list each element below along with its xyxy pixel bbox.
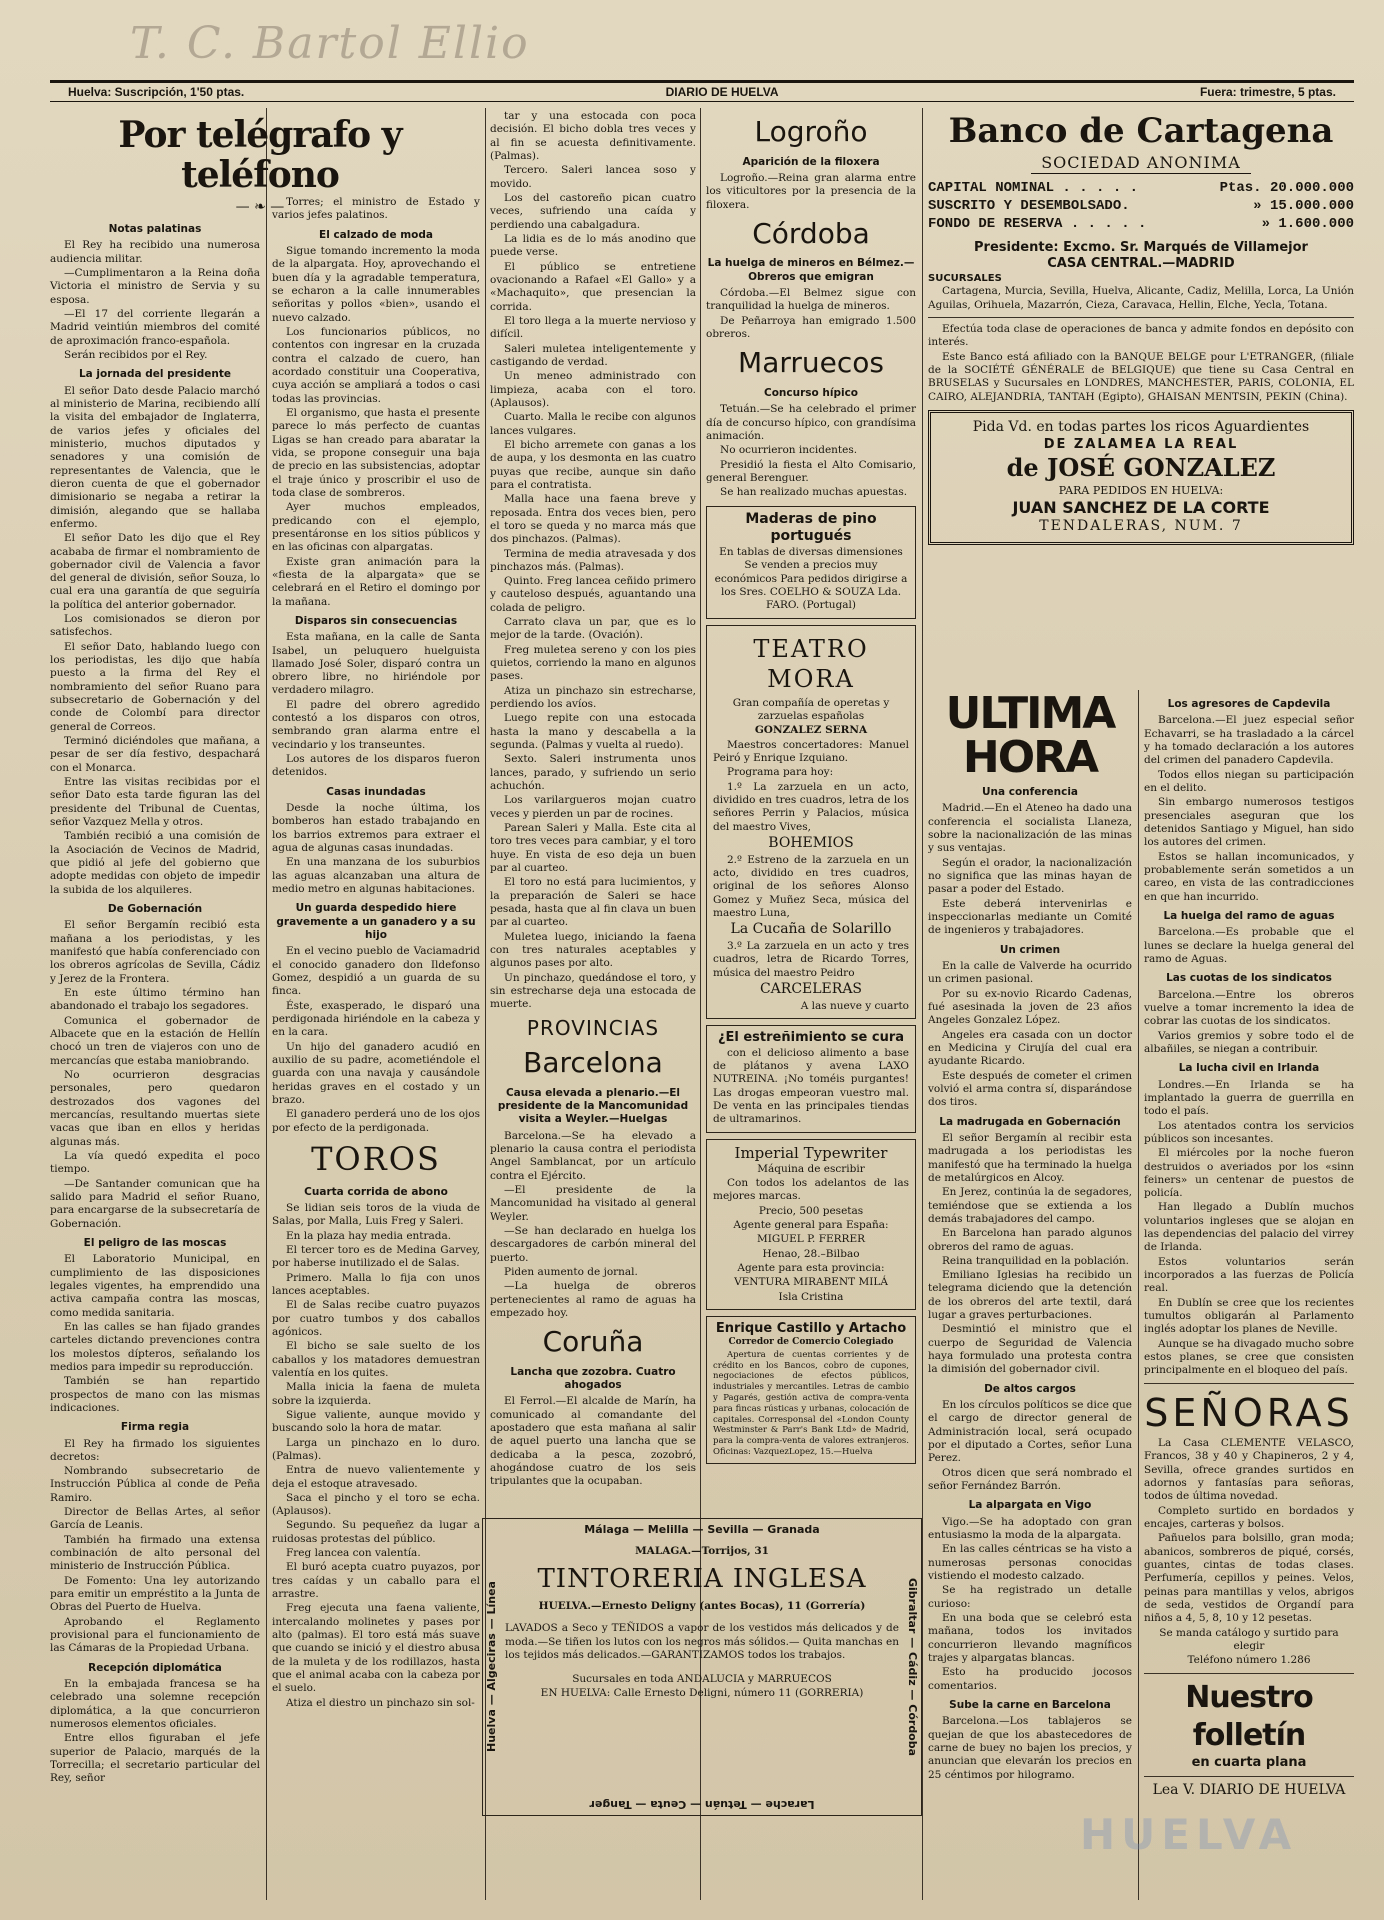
paragraph: Sexto. Saleri instrumenta unos lances, parado, y sufriendo un serio achuchón. xyxy=(490,753,696,793)
handwritten-stamp: T. C. Bartol Ellio xyxy=(130,18,530,69)
paragraph: Torres; el ministro de Estado y varios jefes palatinos. xyxy=(272,196,480,222)
divider xyxy=(928,317,1354,318)
headline: Aparición de la filoxera xyxy=(742,155,880,168)
paragraph: Barcelona.—Los tablajeros se quejan de que los abastecedores de carne de buey no bajen los precios, y anuncian que elevarán los precios en 25 céntimos por hilogramo. xyxy=(928,1715,1132,1781)
paragraph: Los autores de los disparos fueron detenidos. xyxy=(272,753,480,779)
masthead-external-price: Fuera: trimestre, 5 ptas. xyxy=(1199,85,1336,99)
ornament-divider: — ❧ — xyxy=(235,199,285,216)
paragraph: Un meneo administrado con limpieza, acaba con el toro. (Aplausos). xyxy=(490,370,696,409)
capital-value: Ptas. 20.000.000 xyxy=(1219,180,1354,197)
capital-row xyxy=(928,180,1354,198)
column-rule xyxy=(1138,690,1139,1900)
city-title-logrono: Logroño xyxy=(754,115,868,148)
paragraph: El Ferrol.—El alcalde de Marín, ha comunicado al comandante del apostadero que esta mañana al salir de aquel puerto una lancha que se dedicaba a la pesca, zozobró, ahogándose cuatro de los seis tripulantes que la ocupaban. xyxy=(490,1395,696,1488)
paragraph: Córdoba.—El Belmez sigue con tranquilidad la huelga de mineros. xyxy=(706,287,916,313)
column-3 xyxy=(490,110,696,1525)
paragraph: De Peñarroya han emigrado 1.500 obreros. xyxy=(706,314,916,341)
column-rule xyxy=(266,108,267,1900)
paragraph: Por su ex-novio Ricardo Cadenas, fué asesinada la joven de 23 años Angeles Gonzalez López. xyxy=(928,987,1132,1027)
paragraph: En una manzana de los suburbios las aguas alcanzaban una altura de medio metro en algunas habitaciones. xyxy=(272,856,480,896)
ad-body: CARCELERAS xyxy=(759,981,863,998)
headline: Sube la carne en Barcelona xyxy=(949,1699,1111,1711)
paragraph: —El 17 del corriente llegarán a Madrid veintiún miembros del comité de aproximación franco-española. xyxy=(50,307,260,347)
paragraph: Barcelona.—Es probable que el lunes se declare la huelga general del ramo de Aguas. xyxy=(1144,926,1354,965)
headline: Una conferencia xyxy=(981,786,1079,798)
capital-row xyxy=(928,216,1354,234)
headline: Recepción diplomática xyxy=(88,1661,222,1674)
paragraph: Los varilargueros mojan cuatro veces y pierden un par de rocines. xyxy=(490,794,696,820)
ad-aguardientes xyxy=(928,410,1354,545)
paragraph: Nombrando subsecretario de Instrucción Pública al conde de Peña Ramiro. xyxy=(50,1465,260,1504)
divider xyxy=(1144,1776,1354,1777)
paragraph: Este Banco está afiliado con la BANQUE BELGE pour L'ETRANGER, (filiale de la SOCIÉTÉ GÉNÉRALE de BELGIQUE) que tiene su Casa Central en BRUSELAS y Sucursales en LONDRES, MANCHESTER, PARIS, COLONIA, EL CAIRO, ALEJANDRIA, TANTAH (Egipto), GHAISAN MENTSIN, PEKIN (China). xyxy=(928,350,1354,403)
paragraph: El Rey ha recibido una numerosa audiencia militar. xyxy=(50,239,260,265)
headline: De altos cargos xyxy=(984,1382,1076,1395)
paragraph: De Fomento: Una ley autorizando para emitir un empréstito a la Junta de Obras del Puerto de Huelva. xyxy=(50,1574,260,1614)
paragraph: Existe gran animación para la «fiesta de la alpargata» que se celebrará en el Retiro el domingo por la mañana. xyxy=(272,555,480,608)
ad-teatro-mora xyxy=(706,625,916,1019)
paragraph: Sin embargo numerosos testigos presenciales aseguran que los detenidos Santiago y Miguel, han sido los autores del crimen. xyxy=(1144,796,1354,849)
ad-branches-bottom: Larache — Tetuán — Ceuta — Tanger xyxy=(589,1798,815,1811)
ad-subtitle: Corredor de Comercio Colegiado xyxy=(728,1337,894,1348)
paragraph: El padre del obrero agredido contestó a los disparos con otros, sembrando gran alarma entre el vecindario y los transeuntes. xyxy=(272,698,480,751)
ad-body: Agente general para España: xyxy=(733,1219,889,1232)
ad-body xyxy=(505,1541,899,1793)
paragraph: Quinto. Freg lancea ceñido primero y cauteloso después, aguantando una colada de peligro. xyxy=(490,575,696,614)
paragraph: tar y una estocada con poca decisión. El bicho dobla tres veces y al fin se acuesta definitivamente. (Palmas). xyxy=(490,110,696,162)
capital-label: SUSCRITO Y DESEMBOLSADO. xyxy=(928,198,1130,215)
paragraph: Emiliano Iglesias ha recibido un telegrama diciendo que la detención de los obreros del arte textil, dará lugar a graves perturbaciones. xyxy=(928,1269,1132,1322)
ad-body: Máquina de escribir xyxy=(757,1162,865,1175)
paragraph: El buró acepta cuatro puyazos, por tres caídas y un caballo para el arrastre. xyxy=(272,1561,480,1601)
paragraph: En una boda que se celebró esta mañana, todos los invitados concurrieron llevando magníficos trajes y alpargatas blancas. xyxy=(928,1612,1132,1665)
ad-branches-right: Gibraltar — Cádiz — Córdoba xyxy=(906,1577,919,1757)
paragraph: En los círculos políticos se dice que el cargo de director general de Administración local, será ocupado por el diputado a Cortes, señor Luna Perez. xyxy=(928,1399,1132,1465)
ad-laxo-nutreina xyxy=(706,1025,916,1132)
ad-branches: Sucursales en toda ANDALUCIA y MARRUECOS xyxy=(572,1673,832,1685)
ad-body: Gran compañía de operetas y zarzuelas españolas xyxy=(732,696,890,722)
ad-body: Teléfono número 1.286 xyxy=(1187,1654,1311,1667)
paragraph: Se lidian seis toros de la viuda de Salas, por Malla, Luis Freg y Saleri. xyxy=(272,1201,480,1228)
ad-title: de JOSÉ GONZALEZ xyxy=(1006,453,1276,483)
paragraph: Varios gremios y sobre todo el de albañiles, se niegan a contribuir. xyxy=(1144,1029,1354,1055)
paragraph: En este último término han abandonado el trabajo los segadores. xyxy=(50,987,260,1013)
ad-description: LAVADOS a Seco y TEÑIDOS a vapor de los vestidos más delicados y de moda.—Se tiñen los lutos con los negros más sólidos.— Quita manchas en los tejidos más delicados.—GARANTIZAMOS todos los trabajos. xyxy=(505,1622,899,1662)
paragraph: El ganadero perderá uno de los ojos por efecto de la perdigonada. xyxy=(272,1108,480,1134)
paragraph: Desde la noche última, los bomberos han estado trabajando en los barrios extremos para extraer el agua de algunas casas inundadas. xyxy=(272,802,480,855)
paragraph: Logroño.—Reina gran alarma entre los viticultores por la presencia de la filoxera. xyxy=(706,171,916,211)
ad-title: TEATRO MORA xyxy=(753,634,869,694)
paragraph: Malla hace una faena breve y reposada. Entra dos veces bien, pero el toro se queda y no marca más que dos pinchazos. (Palmas). xyxy=(490,493,696,546)
ad-line: JUAN SANCHEZ DE LA CORTE xyxy=(1012,497,1270,517)
headline: La lucha civil en Irlanda xyxy=(1178,1062,1320,1075)
section-title-provincias: PROVINCIAS xyxy=(526,1015,660,1040)
paragraph: Reina tranquilidad en la población. xyxy=(942,1254,1130,1267)
paragraph: También ha firmado una extensa combinación de alto personal del ministerio de Instrucción Pública. xyxy=(50,1533,260,1573)
ad-banco-subtitle: SOCIEDAD ANONIMA xyxy=(1031,153,1251,174)
paragraph: Este después de cometer el crimen volvió el arma contra sí, disparándose dos tiros. xyxy=(928,1069,1132,1109)
paragraph: Esto ha producido jocosos comentarios. xyxy=(928,1666,1132,1692)
ad-body: GONZALEZ SERNA xyxy=(754,724,868,737)
folletin-title: Nuestro folletín xyxy=(1185,1679,1313,1753)
paragraph: Otros dicen que será nombrado el señor Fernández Barrón. xyxy=(928,1466,1132,1493)
ad-title: TINTORERIA INGLESA xyxy=(537,1563,867,1594)
ad-tintoreria-inglesa xyxy=(482,1518,922,1816)
paragraph: El miércoles por la noche fueron destruidos o averiados por los «sinn feiners» un centenar de puestos de policía. xyxy=(1144,1147,1354,1200)
paragraph: Éste, exasperado, le disparó una perdigonada hiriéndole en la cabeza y en la cara. xyxy=(272,999,480,1039)
ad-body: Se manda catálogo y surtido para elegir xyxy=(1159,1626,1339,1652)
paragraph: Los del castoreño pican cuatro veces, sufriendo una caída y perdiendo una cabalgadura. xyxy=(490,191,696,231)
paragraph: Presidió la fiesta el Alto Comisario, general Berenguer. xyxy=(706,458,916,484)
paragraph: Termina de media atravesada y dos pinchazos más. (Palmas). xyxy=(490,547,696,573)
section-title-toros: TOROS xyxy=(311,1139,441,1178)
headline: La huelga del ramo de aguas xyxy=(1163,909,1335,922)
ad-address: MALAGA.—Torrijos, 31 xyxy=(635,1545,769,1557)
paragraph: Piden aumento de jornal. xyxy=(504,1265,638,1278)
headline: Los agresores de Capdevila xyxy=(1167,698,1331,710)
paragraph: Luego repite con una estocada hasta la mano y descabella a la segunda. (Palmas y vuelta al ruedo). xyxy=(490,712,696,752)
capital-value: » 15.000.000 xyxy=(1253,198,1354,215)
city-title-barcelona: Barcelona xyxy=(523,1046,663,1080)
paragraph: Se han realizado muchas apuestas. xyxy=(720,486,908,499)
ad-title: Imperial Typewriter xyxy=(734,1143,888,1162)
paragraph: El señor Bergamín al recibir esta madrugada a los periodistas les manifestó que ha terminado la huelga de metalúrgicos en Alcoy. xyxy=(928,1131,1132,1184)
ad-line: Pida Vd. en todas partes los ricos Aguardientes xyxy=(972,419,1310,436)
paragraph: Malla inicia la faena de muleta sobre la izquierda. xyxy=(272,1381,480,1407)
paragraph: Freg ejecuta una faena valiente, intercalando molinetes y pases por alto (palmas). El toro está más suave que cuando se inició y el diestro abusa de la muleta y de los rodillazos, hasta que el animal acaba con la cabeza por el suelo. xyxy=(272,1602,480,1695)
ad-maderas xyxy=(706,506,916,619)
ad-body: Precio, 500 pesetas xyxy=(758,1204,864,1217)
ad-title: Maderas de pino portugués xyxy=(745,510,877,545)
ad-body: 2.º Estreno de la zarzuela en un acto, dividido en tres cuadros, original de los señores Alonso Gomez y Muñez Seca, música del maestro Luna, xyxy=(713,853,909,920)
paragraph: Los funcionarios públicos, no contentos con ingresar en la cruzada contra el calzado de cuero, han acordado constituir una Cooperativa, cuya acción se ampliará a todos o casi todas las provincias. xyxy=(272,325,480,405)
paragraph: Todos ellos niegan su participación en el delito. xyxy=(1144,768,1354,794)
paragraph: En la embajada francesa se ha celebrado una solemne recepción diplomática, a la que concurrieron numerosos elementos oficiales. xyxy=(50,1678,260,1731)
paragraph: Saleri muletea inteligentemente y castigando de verdad. xyxy=(490,342,696,368)
masthead-title: DIARIO DE HUELVA xyxy=(665,85,779,99)
paragraph: Barcelona.—Entre los obreros vuelve a tomar incremento la idea de cobrar las cuotas de los sindicatos. xyxy=(1144,988,1354,1028)
ad-body: Pañuelos para bolsillo, gran moda; abanicos, sombreros de piqué, corsés, guantes, cintas de todas clases. Perfumería, cepillos y peines. Velos, peinas para mantillas y velos, abrigos de seda, vestidos de Organdí para niños a 4, 5, 8, 10 y 12 pesetas. xyxy=(1144,1532,1354,1625)
city-title-marruecos: Marruecos xyxy=(738,346,884,380)
masthead-subscription: Huelva: Suscripción, 1'50 ptas. xyxy=(68,85,245,99)
paragraph: Londres.—En Irlanda se ha implantado la guerra de guerrilla en todo el país. xyxy=(1144,1078,1354,1118)
ad-body: con el delicioso alimento a base de plátanos y avena LAXO NUTREINA. ¡No toméis purgantes! Las drogas empeoran vuestro mal. De venta en las principales tiendas de ultramarinos. xyxy=(713,1046,909,1126)
paragraph: En Dublín se cree que los recientes tumultos obligarán al Parlamento inglés adoptar los planes de Neville. xyxy=(1144,1296,1354,1336)
paragraph: Parean Saleri y Malla. Este cita al toro tres veces para cambiar, y el toro huye. En vista de eso deja un buen par al cuarteo. xyxy=(490,822,696,875)
folletin-subtitle: en cuarta plana xyxy=(1191,1754,1307,1770)
headline: De Gobernación xyxy=(107,903,203,916)
paragraph: En las calles céntricas se ha visto a numerosas personas conocidas vistiendo el modesto calzado. xyxy=(928,1543,1132,1583)
paragraph: Madrid.—En el Ateneo ha dado una conferencia el socialista Llaneza, sobre la nacionalización de las minas y sus ventajas. xyxy=(928,802,1132,855)
section-title: Por telégrafo y teléfono xyxy=(118,114,402,196)
paragraph: Se ha registrado un detalle curioso: xyxy=(928,1584,1132,1610)
paragraph: Freg lancea con valentía. xyxy=(286,1547,421,1560)
paragraph: También recibió a una comisión de la Asociación de Vecinos de Madrid, que pidió al jefe del gobierno que adopte medidas con objeto de impedir la subida de los alquileres. xyxy=(50,830,260,896)
paragraph: Vigo.—Se ha adoptado con gran entusiasmo la moda de la alpargata. xyxy=(928,1515,1132,1542)
paragraph: Segundo. Su pequeñez da lugar a ruidosas protestas del público. xyxy=(272,1519,480,1545)
ad-body: Apertura de cuentas corrientes y de crédito en los Bancos, cobro de cupones, negociaciones de efectos públicos, industriales y mercantiles. Letras de cambio y Pagarés, gestión activa de compra-venta para fincas rústicas y urbanas, colocación de capitales. Corresponsal del «London County Westminster & Parr's Bank Ltd» de Madrid, para la compra-venta de valores extranjeros. Oficinas: VazquezLopez, 15.—Huelva xyxy=(713,1349,909,1457)
archive-watermark: HUELVA xyxy=(1080,1810,1298,1859)
section-title-ultima-hora: ULTIMA HORA xyxy=(945,688,1115,783)
bank-headquarters: CASA CENTRAL.—MADRID xyxy=(1047,256,1235,272)
divider xyxy=(1144,1383,1354,1384)
headline: Cuarta corrida de abono xyxy=(304,1185,448,1198)
paragraph: Según el orador, la nacionalización no significa que las minas hayan de pasar a poder del Estado. xyxy=(928,856,1132,896)
paragraph: El señor Dato desde Palacio marchó al ministerio de Marina, recibiendo allí la visita del embajador de Inglaterra, de varios jefes y oficiales del ministerio, muchos diputados y senadores y una comisión de representantes de Valencia, que le dieron cuenta de que el gobernador dimisionario se negaba a retirar la dimisión, alegando que se hallaba enfermo. xyxy=(50,384,260,530)
paragraph: Aunque se ha divagado mucho sobre estos planes, se cree que consisten principalmente en el bloqueo del país. xyxy=(1144,1337,1354,1377)
paragraph: El público se entretiene ovacionando a Rafael «El Gallo» y a «Machaquito», que presencian la corrida. xyxy=(490,260,696,313)
paragraph: Han llegado a Dublín muchos voluntarios ingleses que se alojan en las dependencias del palacio del virrey de Irlanda. xyxy=(1144,1201,1354,1254)
paragraph: En la plaza hay media entrada. xyxy=(286,1229,452,1242)
paragraph: Ayer muchos empleados, predicando con el ejemplo, presentáronse en los sitios públicos y en las oficinas con alpargatas. xyxy=(272,501,480,554)
headline: Casas inundadas xyxy=(326,785,426,798)
headline: Notas palatinas xyxy=(108,222,202,235)
paragraph: Comunica el gobernador de Albacete que en la estación de Hellín chocó un tren de viajeros con uno de mercancías que estaba maniobrando. xyxy=(50,1014,260,1067)
ad-line: PARA PEDIDOS EN HUELVA: xyxy=(1058,483,1224,497)
ad-castillo-artacho xyxy=(706,1316,916,1464)
ad-line: TENDALERAS, NUM. 7 xyxy=(1039,518,1243,535)
paragraph: Aprobando el Reglamento provisional para el funcionamiento de las Cámaras de la Propiedad Urbana. xyxy=(50,1615,260,1655)
paragraph: También se han repartido prospectos de mano con las mismas indicaciones. xyxy=(50,1375,260,1414)
bank-branches-heading: SUCURSALES xyxy=(928,272,1002,284)
paragraph: Efectúa toda clase de operaciones de banca y admite fondos en depósito con interés. xyxy=(928,323,1354,349)
paragraph: Freg muletea sereno y con los pies quietos, corriendo la mano en algunos pases. xyxy=(490,643,696,683)
paragraph: Los atentados contra los servicios públicos son incesantes. xyxy=(1144,1119,1354,1145)
ad-body: La Casa CLEMENTE VELASCO, Francos, 38 y 40 y Chapineros, 2 y 4, Sevilla, ofrece grandes surtidos en adornos y fantasías para señoras, todos de última novedad. xyxy=(1144,1437,1354,1503)
capital-label: FONDO DE RESERVA . . . . . xyxy=(928,216,1147,233)
paragraph: El bicho se sale suelto de los caballos y los matadores demuestran valentía en los quites. xyxy=(272,1340,480,1379)
bank-president: Presidente: Excmo. Sr. Marqués de Villamejor xyxy=(974,239,1308,255)
ad-title: ¿El estreñimiento se cura xyxy=(717,1030,905,1046)
paragraph: Tetuán.—Se ha celebrado el primer día de concurso hípico, con grandísima animación. xyxy=(706,403,916,442)
paragraph: —Se han declarado en huelga los descargadores de carbón mineral del puerto. xyxy=(490,1224,696,1264)
ad-banco-title: Banco de Cartagena xyxy=(948,111,1334,151)
footer-slogan: Lea V. DIARIO DE HUELVA xyxy=(1152,1782,1346,1799)
ad-body: Maestros concertadores: Manuel Peiró y Enrique Izquiano. xyxy=(713,738,909,764)
paragraph: Este deberá intervenirlas e inspeccionarlas mediante un Comité de ingenieros y trabajadores. xyxy=(928,897,1132,937)
ad-senoras-title: SEÑORAS xyxy=(1144,1390,1354,1435)
column-2 xyxy=(272,196,480,1900)
paragraph: Cuarto. Malla le recibe con algunos lances vulgares. xyxy=(490,411,696,437)
paragraph: El señor Dato les dijo que el Rey acababa de firmar el nombramiento de gobernador civil de Valencia a favor del general de división, señor Souza, lo cual era una garantía de que seguiría la política del anterior gobernador. xyxy=(50,532,260,611)
paragraph: No ocurrieron desgracias personales, pero quedaron destrozados dos vagones del mercancías, resultando muertas siete vacas que iban en ellos y heridas algunas más. xyxy=(50,1068,260,1148)
ad-body: Con todos los adelantos de las mejores marcas. xyxy=(713,1177,909,1203)
paragraph: Carrato clava un par, que es lo mejor de la tarde. (Ovación). xyxy=(490,616,696,642)
paragraph: Terminó diciéndoles que mañana, a pesar de ser día festivo, despachará con el Monarca. xyxy=(50,735,260,774)
paragraph: En el vecino pueblo de Vaciamadrid el conocido ganadero don Ildefonso Gomez, despidió a un guarda de su finca. xyxy=(272,945,480,998)
city-title-coruna: Coruña xyxy=(542,1325,644,1359)
paragraph: Estos voluntarios serán incorporados a las fuerzas de Policía real. xyxy=(1144,1255,1354,1295)
paragraph: Sigue valiente, aunque movido y buscando solo la hora de matar. xyxy=(272,1408,480,1435)
ad-line: DE ZALAMEA LA REAL xyxy=(1043,436,1239,452)
bank-branches: Cartagena, Murcia, Sevilla, Huelva, Alicante, Cadiz, Melilla, Lorca, La Unión Aguilas, Orihuela, Mazarrón, Cieza, Caravaca, Hellin, Elche, Yecla, Totana. xyxy=(928,285,1354,311)
masthead xyxy=(50,80,1354,102)
paragraph: Entra de nuevo valientemente y deja el estoque atravesado. xyxy=(272,1464,480,1490)
headline: La huelga de mineros en Bélmez.—Obreros que emigran xyxy=(707,257,915,283)
divider xyxy=(1144,1673,1354,1674)
headline: Las cuotas de los sindicatos xyxy=(1166,972,1332,985)
ad-body: VENTURA MIRABENT MILÁ xyxy=(734,1276,888,1289)
paragraph: Primero. Malla lo fija con unos lances aceptables. xyxy=(272,1271,480,1297)
paragraph: Un pinchazo, quedándose el toro, y sin estrecharse deja una estocada de muerte. xyxy=(490,971,696,1011)
city-title-cordoba: Córdoba xyxy=(752,216,870,250)
ad-body: BOHEMIOS xyxy=(768,834,854,851)
paragraph: El de Salas recibe cuatro puyazos por cuatro tumbos y dos caballos agónicos. xyxy=(272,1299,480,1338)
headline: El peligro de las moscas xyxy=(83,1236,227,1249)
paragraph: El señor Bergamín recibió esta mañana a los periodistas, y les manifestó que había conferenciado con los obreros agrícolas de Sevilla, Cádiz y Jerez de la Frontera. xyxy=(50,919,260,985)
headline: La jornada del presidente xyxy=(78,368,232,381)
paragraph: Atiza el diestro un pinchazo sin sol- xyxy=(286,1696,475,1709)
paragraph: El organismo, que hasta el presente parece lo más perfecto de cuantas Ligas se han creado para abaratar la vida, se propone conseguir una baja de precio en las subsistencias, adoptar el traje único y proscribir el uso de toda clase de sombreros. xyxy=(272,406,480,499)
column-6 xyxy=(1144,692,1354,1900)
ad-body: MIGUEL P. FERRER xyxy=(756,1233,866,1246)
ad-branches-top: Málaga — Melilla — Sevilla — Granada xyxy=(584,1523,820,1536)
paragraph: Angeles era casada con un doctor en Medicina y Cirujía del cual era ayudante Ricardo. xyxy=(928,1028,1132,1068)
paragraph: —El presidente de la Mancomunidad ha visitado al general Weyler. xyxy=(490,1183,696,1223)
ad-body: 1.º La zarzuela en un acto, dividido en tres cuadros, letra de los señores Perrin y Palacios, música del maestro Vives, xyxy=(713,780,909,833)
paragraph: Barcelona.—El juez especial señor Echavarri, se ha trasladado a la cárcel y ha tomado declaración a los autores del crimen del panadero Capdevila. xyxy=(1144,714,1354,767)
ad-body: Agente para esta provincia: xyxy=(737,1262,885,1274)
ad-address: HUELVA.—Ernesto Deligny (antes Bocas), 11 (Gorrería) xyxy=(538,1600,866,1613)
paragraph: Entre las visitas recibidas por el señor Dato esta tarde figuran las del presidente del Tribunal de Cuentas, señor Vazquez Mella y otros. xyxy=(50,776,260,829)
ad-body: En tablas de diversas dimensiones Se venden a precios muy económicos Para pedidos dirigirse a los Sres. COELHO & SOUZA Lda. FARO. (Portugal) xyxy=(714,546,908,612)
paragraph: —La huelga de obreros pertenecientes al ramo de aguas ha empezado hoy. xyxy=(490,1280,696,1319)
headline: La alpargata en Vigo xyxy=(968,1499,1092,1512)
ad-address: EN HUELVA: Calle Ernesto Deligni, número 11 (GORRERIA) xyxy=(540,1686,864,1699)
paragraph: Los comisionados se dieron por satisfechos. xyxy=(50,613,260,639)
paragraph: El toro no está para lucimientos, y la preparación de Saleri se hace pesada, hasta que al fin clava un buen par al cuarteo. xyxy=(490,876,696,929)
headline: Un crimen xyxy=(999,943,1061,956)
ad-imperial-typewriter xyxy=(706,1139,916,1310)
capital-value: » 1.600.000 xyxy=(1261,216,1354,233)
paragraph: Barcelona.—Se ha elevado a plenario la causa contra el periodista Angel Samblancat, por un artículo contra el Ejército. xyxy=(490,1129,696,1182)
headline: El calzado de moda xyxy=(319,228,433,241)
ad-body: La Cucaña de Solarillo xyxy=(730,921,892,938)
paragraph: En Barcelona han parado algunos obreros del ramo de aguas. xyxy=(928,1227,1132,1253)
paragraph: En la calle de Valverde ha ocurrido un crimen pasional. xyxy=(928,959,1132,986)
paragraph: Saca el pincho y el toro se echa. (Aplausos). xyxy=(272,1491,480,1518)
paragraph: El Rey ha firmado los siguientes decretos: xyxy=(50,1437,260,1463)
paragraph: El Laboratorio Municipal, en cumplimiento de las disposiciones legales vigentes, ha emprendido una activa campaña contra las moscas, como medida sanitaria. xyxy=(50,1253,260,1319)
paragraph: El tercer toro es de Medina Garvey, por haberse inutilizado el de Salas. xyxy=(272,1243,480,1270)
capital-row xyxy=(928,198,1354,216)
paragraph: Director de Bellas Artes, al señor García de Leanis. xyxy=(50,1506,260,1532)
paragraph: El señor Dato, hablando luego con los periodistas, les dijo que había puesto a la firma del Rey el nombramiento del señor Ruano para subsecretario de Gobernación y del conde de Colombí para director general de Correos. xyxy=(50,640,260,733)
ad-title: Enrique Castillo y Artacho xyxy=(715,1320,907,1336)
headline: Disparos sin consecuencias xyxy=(294,614,458,627)
headline: Lancha que zozobra. Cuatro ahogados xyxy=(510,1365,676,1392)
column-5 xyxy=(928,688,1132,1900)
paragraph: —De Santander comunican que ha salido para Madrid el señor Ruano, para encargarse de la subsecretaría de Gobernación. xyxy=(50,1177,260,1230)
headline: Concurso hípico xyxy=(763,386,859,399)
paragraph: En Jerez, continúa la de segadores, temiéndose que se extienda a los demás trabajadores del campo. xyxy=(928,1186,1132,1225)
paragraph: Atiza un pinchazo sin estrecharse, perdiendo los avíos. xyxy=(490,684,696,711)
column-rule xyxy=(922,108,923,1900)
column-4 xyxy=(706,110,916,1525)
column-5-top xyxy=(928,110,1354,685)
paragraph: Estos se hallan incomunicados, y probablemente serán sometidos a un careo, en vista de las contradicciones en que han incurrido. xyxy=(1144,850,1354,903)
ad-body: Programa para hoy: xyxy=(727,766,834,779)
headline: Causa elevada a plenario.—El presidente de la Mancomunidad visita a Weyler.—Huelgas xyxy=(497,1086,689,1126)
paragraph: La lidia es de lo más anodino que puede verse. xyxy=(490,232,696,259)
paragraph: —Cumplimentaron a la Reina doña Victoria el ministro de Servia y su esposa. xyxy=(50,266,260,306)
paragraph: El toro llega a la muerte nervioso y difícil. xyxy=(490,314,696,341)
paragraph: Sigue tomando incremento la moda de la alpargata. Hoy, aprovechando el buen día y la agradable temperatura, se echaron a la calle innumerables señoritas y pollos «bien», usando el nuevo calzado. xyxy=(272,244,480,324)
paragraph: Muletea luego, iniciando la faena con tres naturales aceptables y algunos pases por alto. xyxy=(490,930,696,970)
paragraph: Tercero. Saleri lancea soso y movido. xyxy=(490,164,696,190)
paragraph: El bicho arremete con ganas a los de aupa, y los desmonta en las cuatro puyas que recibe, aunque sin daño para el contratista. xyxy=(490,438,696,491)
paragraph: Un hijo del ganadero acudió en auxilio de su padre, acometiéndole el guarda con una navaja y causándole heridas graves en el costado y un brazo. xyxy=(272,1040,480,1106)
paragraph: Desmintió el ministro que el cuerpo de Seguridad de Valencia haya formulado una protesta contra la dimisión del gobernador civil. xyxy=(928,1323,1132,1376)
paragraph: Serán recibidos por el Rey. xyxy=(64,348,208,361)
ad-body: Henao, 28.–Bilbao xyxy=(762,1247,860,1260)
headline: Un guarda despedido hiere gravemente a un ganadero y a su hijo xyxy=(276,902,476,942)
headline: La madrugada en Gobernación xyxy=(939,1115,1121,1128)
paragraph: Larga un pinchazo en lo duro. (Palmas). xyxy=(272,1436,480,1462)
paragraph: Esta mañana, en la calle de Santa Isabel, un peluquero huelguista llamado José Soler, disparó contra un obrero libre, no hiriéndole por verdadero milagro. xyxy=(272,631,480,697)
ad-branches-left: Huelva — Algeciras — Línea xyxy=(485,1581,498,1753)
paragraph: La vía quedó expedita el poco tiempo. xyxy=(50,1149,260,1176)
ad-body: Completo surtido en bordados y encajes, carteras y bolsos. xyxy=(1144,1504,1354,1530)
ad-body: A las nueve y cuarto xyxy=(800,999,909,1012)
headline: Firma regia xyxy=(120,1421,190,1434)
paragraph: No ocurrieron incidentes. xyxy=(720,444,858,457)
ad-body: 3.º La zarzuela en un acto y tres cuadros, letra de Ricardo Torres, música del maestro Peidro xyxy=(713,940,909,979)
ad-body: Isla Cristina xyxy=(778,1290,844,1303)
paragraph: En las calles se han fijado grandes carteles dictando prevenciones contra los molestos dípteros, señalando los medios para impedir su reproducción. xyxy=(50,1320,260,1373)
capital-label: CAPITAL NOMINAL . . . . . xyxy=(928,180,1139,197)
paragraph: Entre ellos figuraban el jefe superior de Palacio, marqués de la Torrecilla; el secretario particular del Rey, señor xyxy=(50,1732,260,1785)
